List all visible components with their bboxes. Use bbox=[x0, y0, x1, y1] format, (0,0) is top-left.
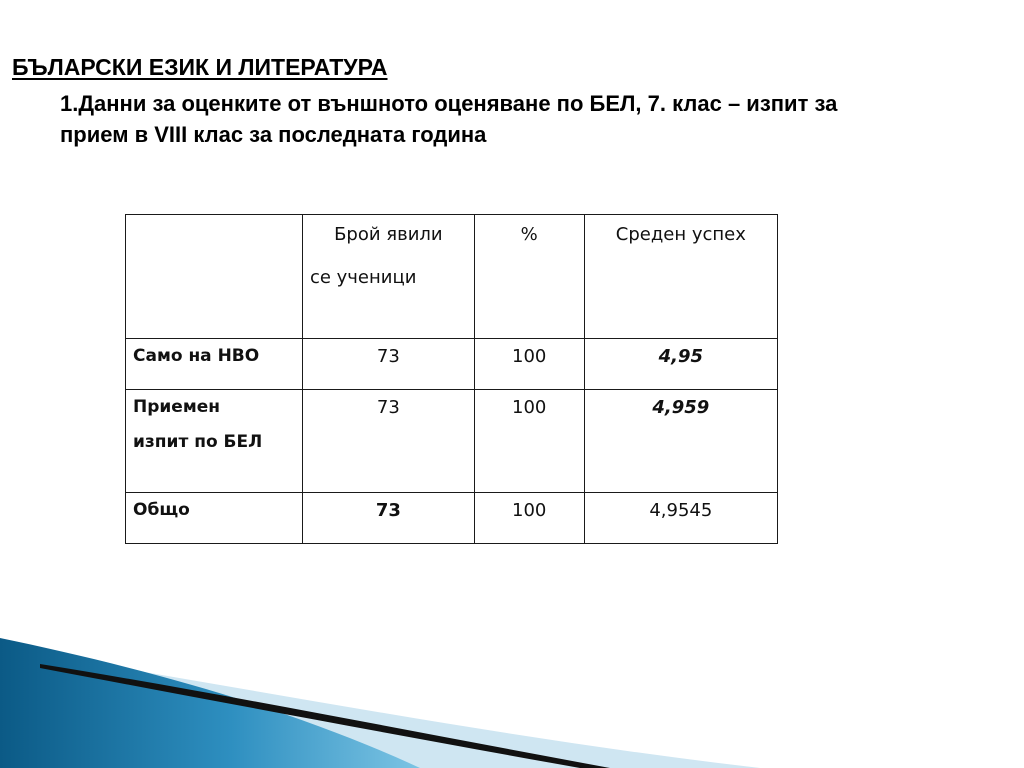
row-count-cell bbox=[302, 390, 474, 493]
results-table bbox=[125, 214, 778, 544]
header-cell-average bbox=[584, 215, 777, 339]
row-label-line-1: Приемен bbox=[133, 397, 221, 417]
row-average-cell bbox=[584, 493, 777, 544]
table-row bbox=[126, 390, 778, 493]
header-cell-count bbox=[302, 215, 474, 339]
table-header-row bbox=[126, 215, 778, 339]
row-percent-cell bbox=[474, 493, 584, 544]
row-percent: 100 bbox=[512, 397, 547, 418]
row-count-cell bbox=[302, 493, 474, 544]
row-label-cell bbox=[126, 390, 303, 493]
table-row bbox=[126, 339, 778, 390]
header-cell-percent bbox=[474, 215, 584, 339]
row-average: 4,959 bbox=[652, 397, 710, 418]
row-label: Общо bbox=[133, 500, 190, 520]
table-row bbox=[126, 493, 778, 544]
row-percent-cell bbox=[474, 339, 584, 390]
subheading-line-1: 1.Данни за оценките от външното оценяване по БЕЛ, 7. клас – изпит за bbox=[60, 91, 838, 116]
header-count-line-2: се ученици bbox=[309, 267, 417, 288]
row-average: 4,95 bbox=[658, 346, 704, 367]
header-cell-label bbox=[126, 215, 303, 339]
header-percent-text: % bbox=[520, 224, 538, 245]
row-count: 73 bbox=[375, 500, 401, 521]
row-average-cell bbox=[584, 390, 777, 493]
subheading-line-2: прием в VIII клас за последната година bbox=[60, 122, 487, 147]
row-count-cell bbox=[302, 339, 474, 390]
row-label-cell bbox=[126, 493, 303, 544]
header-count-line-1: Брой явили bbox=[334, 224, 443, 245]
row-label-cell bbox=[126, 339, 303, 390]
decorative-wave bbox=[0, 638, 1024, 768]
row-average: 4,9545 bbox=[649, 500, 713, 521]
row-label: Само на НВО bbox=[133, 346, 260, 366]
slide-heading: БЪЛАРСКИ ЕЗИК И ЛИТЕРАТУРА bbox=[12, 54, 388, 80]
row-percent: 100 bbox=[512, 346, 547, 367]
slide-subheading bbox=[60, 88, 1000, 150]
header-average-text: Среден успех bbox=[615, 224, 746, 245]
row-count: 73 bbox=[376, 397, 400, 418]
row-average-cell bbox=[584, 339, 777, 390]
wave-blue-band bbox=[0, 638, 420, 768]
row-percent-cell bbox=[474, 390, 584, 493]
row-percent: 100 bbox=[512, 500, 547, 521]
row-label-line-2: изпит по БЕЛ bbox=[133, 432, 263, 452]
row-count: 73 bbox=[376, 346, 400, 367]
